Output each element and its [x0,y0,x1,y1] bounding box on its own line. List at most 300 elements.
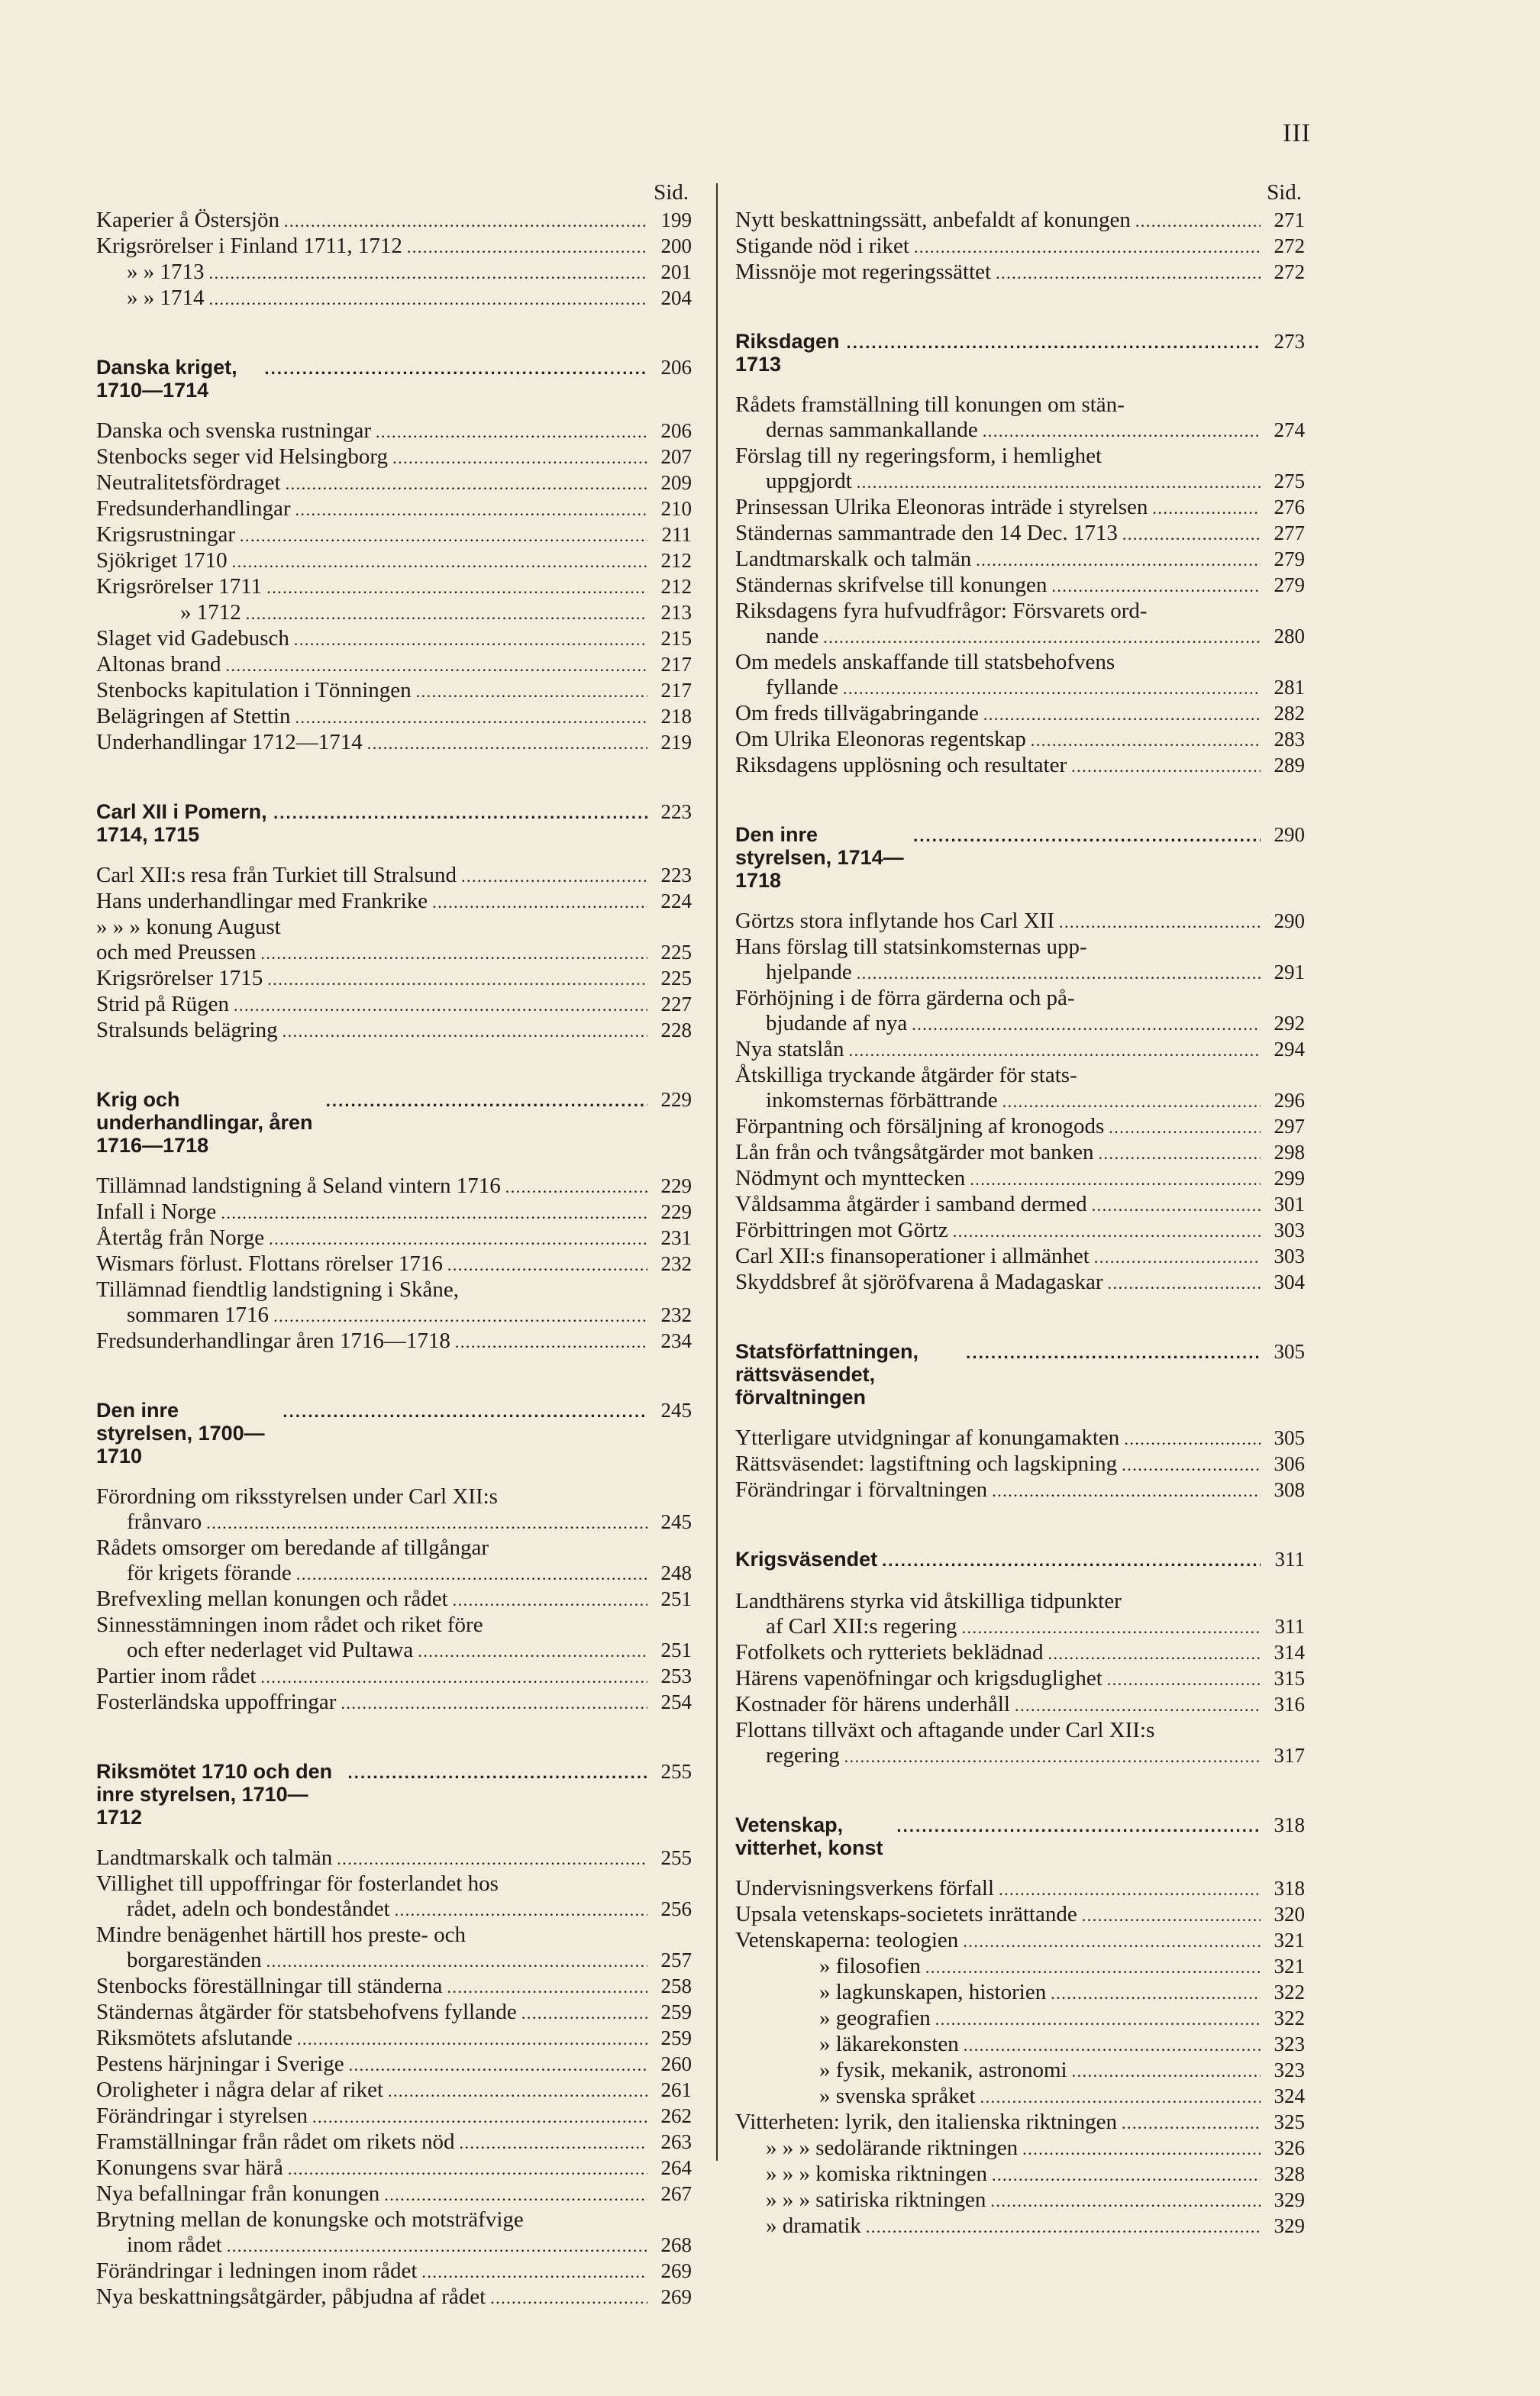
entry-text: Kaperier å Östersjön [96,208,279,232]
entry-text: Förbittringen mot Görtz [735,1218,948,1242]
toc-entry[interactable] [96,652,692,678]
toc-entry[interactable] [96,2285,692,2310]
entry-text: Danska och svenska rustningar [96,418,371,443]
entry-text: Stenbocks kapitulation i Tönningen [96,678,412,702]
entry-page-number: 232 [660,1252,692,1275]
toc-entry[interactable] [735,753,1305,779]
entry-page-number: 251 [660,1639,692,1661]
toc-entry[interactable] [96,1535,692,1561]
section-page-number: 245 [660,1399,692,1422]
toc-entry[interactable] [735,1589,1305,1614]
entry-text: Tillämnad landstigning å Seland vintern 1716 [96,1174,501,1198]
dot-leader [1022,2136,1261,2162]
entry-page-number: 255 [660,1846,692,1869]
entry-page-number: 225 [660,967,692,990]
entry-page-number: 321 [1274,1955,1305,1978]
dot-leader [455,1329,647,1355]
toc-entry[interactable] [96,2052,692,2078]
entry-page-number: 297 [1274,1115,1305,1138]
dot-leader [999,1876,1261,1902]
entry-text: Flottans tillväxt och aftagande under Carl XII:s [735,1718,1155,1742]
dot-leader [246,600,647,626]
entry-text: sommaren 1716 [127,1303,270,1327]
toc-entry[interactable] [96,1561,692,1587]
entry-text: » » » satiriska riktningen [766,2188,986,2212]
entry-text: Pestens härjningar i Sverige [96,2052,344,2076]
entry-page-number: 200 [660,234,692,257]
toc-entry[interactable] [735,1426,1305,1451]
entry-page-number: 315 [1274,1667,1305,1690]
toc-entry[interactable] [735,1666,1305,1692]
toc-section [735,208,1305,286]
entry-text: Om freds tillvägabringande [735,701,979,725]
entry-text: Konungens svar härå [96,2155,283,2180]
toc-entry[interactable] [96,1174,692,1200]
dot-leader [505,1174,647,1200]
entry-page-number: 299 [1274,1167,1305,1190]
entry-page-number: 258 [660,1975,692,1997]
toc-entry[interactable] [96,522,692,548]
dot-leader [209,286,648,312]
toc-entry[interactable] [96,1251,692,1277]
entry-text: Fredsunderhandlingar [96,496,291,521]
entry-text: » » » komiska riktningen [766,2162,987,2186]
toc-entry[interactable] [96,286,692,312]
toc-entry[interactable] [96,2026,692,2052]
toc-entry[interactable] [96,234,692,260]
dot-leader [912,1011,1261,1037]
toc-entry[interactable] [735,986,1305,1011]
entry-text: Riksmötets afslutande [96,2026,292,2050]
toc-entry[interactable] [735,1954,1305,1980]
toc-entry[interactable] [96,260,692,286]
entry-text: inkomsternas förbättrande [766,1088,998,1112]
toc-entry[interactable] [96,1690,692,1716]
toc-entry[interactable] [735,208,1305,234]
toc-entry[interactable] [735,1140,1305,1166]
entry-page-number: 316 [1274,1693,1305,1716]
entry-page-number: 324 [1274,2084,1305,2107]
toc-entry[interactable] [735,1244,1305,1270]
toc-entry[interactable] [96,2155,692,2181]
dot-leader [1109,1114,1261,1140]
toc-entry[interactable] [735,260,1305,286]
dot-leader [240,522,647,548]
toc-section [96,1088,692,1355]
toc-entry[interactable] [96,208,692,234]
toc-entry[interactable] [735,675,1305,701]
dot-leader [297,2026,647,2052]
dot-leader [273,800,647,825]
toc-entry[interactable] [735,1218,1305,1244]
toc-entry[interactable] [96,626,692,652]
entry-page-number: 251 [660,1587,692,1610]
entry-text: Neutralitetsfördraget [96,470,281,495]
toc-entry[interactable] [735,2006,1305,2032]
toc-entry[interactable] [735,1614,1305,1640]
entry-text: » lagkunskapen, historien [819,1980,1047,2004]
dot-leader [227,2233,647,2259]
entry-text: Fredsunderhandlingar åren 1716—1718 [96,1329,450,1353]
dot-leader [521,2000,647,2026]
toc-entry[interactable] [735,1692,1305,1718]
toc-entry[interactable] [735,1166,1305,1192]
dot-leader [269,1225,647,1251]
toc-entry[interactable] [96,1225,692,1251]
toc-entry[interactable] [96,1200,692,1225]
section-title [96,356,692,402]
entry-page-number: 210 [660,497,692,520]
entry-text: Framställningar från rådet om rikets nöd [96,2130,455,2154]
toc-entry[interactable] [735,909,1305,935]
toc-entry[interactable] [735,547,1305,573]
entry-text: Rådets omsorger om beredande af tillgångar [96,1535,489,1560]
dot-leader [1098,1140,1261,1166]
entry-page-number: 277 [1274,522,1305,544]
toc-entry[interactable] [96,915,692,940]
toc-entry[interactable] [96,940,692,966]
entry-text: Krigsrörelser i Finland 1711, 1712 [96,234,402,258]
toc-entry[interactable] [96,1303,692,1329]
entry-page-number: 261 [660,2078,692,2101]
toc-entry[interactable] [96,1923,692,1948]
toc-entry[interactable] [735,935,1305,960]
toc-entry[interactable] [96,1587,692,1613]
entry-text: Belägringen af Stettin [96,704,291,728]
toc-entry[interactable] [96,1871,692,1897]
toc-entry[interactable] [735,1063,1305,1088]
toc-entry[interactable] [735,521,1305,547]
toc-entry[interactable] [96,496,692,522]
toc-entry[interactable] [735,444,1305,469]
entry-page-number: 289 [1274,754,1305,777]
toc-entry[interactable] [96,1613,692,1638]
dot-leader [963,1928,1261,1954]
entry-page-number: 314 [1274,1641,1305,1664]
dot-leader [980,2084,1261,2110]
toc-entry[interactable] [735,392,1305,418]
toc-entry[interactable] [96,863,692,889]
entry-text: » » » konung August [96,915,281,939]
dot-leader [964,2032,1261,2058]
entry-page-number: 268 [660,2233,692,2256]
entry-text: hjelpande [766,960,852,984]
entry-text: Stenbocks föreställningar till ständerna [96,1974,443,1998]
entry-text: Nya befallningar från konungen [96,2181,380,2206]
entry-page-number: 329 [1274,2214,1305,2237]
entry-text: Landtmarskalk och talmän [735,547,972,571]
entry-page-number: 271 [1274,208,1305,231]
dot-leader [913,823,1261,848]
entry-page-number: 322 [1274,1981,1305,2004]
toc-entry[interactable] [96,1018,692,1044]
toc-entry[interactable] [735,1743,1305,1769]
entry-page-number: 322 [1274,2007,1305,2029]
toc-entry[interactable] [96,966,692,992]
dot-leader [966,1340,1261,1364]
dot-leader [286,470,647,496]
entry-text: Hans underhandlingar med Frankrike [96,889,428,913]
entry-page-number: 282 [1274,702,1305,725]
toc-entry[interactable] [735,1037,1305,1063]
toc-entry[interactable] [735,1192,1305,1218]
entry-page-number: 317 [1274,1744,1305,1767]
dot-leader [326,1088,647,1112]
toc-entry[interactable] [735,960,1305,986]
dot-leader [260,940,647,966]
dot-leader [983,418,1261,444]
entry-text: » 1712 [180,600,241,625]
dot-leader [1015,1692,1261,1718]
entry-page-number: 234 [660,1329,692,1352]
toc-section [96,356,692,756]
entry-page-number: 219 [660,731,692,754]
dot-leader [953,1218,1261,1244]
toc-entry[interactable] [735,1477,1305,1503]
dot-leader [976,547,1261,573]
toc-entry[interactable] [96,444,692,470]
toc-entry[interactable] [96,1638,692,1664]
toc-entry[interactable] [96,2104,692,2130]
toc-entry[interactable] [735,573,1305,599]
entry-text: Undervisningsverkens förfall [735,1876,995,1900]
toc-entry[interactable] [735,2214,1305,2239]
entry-text: Lån från och tvångsåtgärder mot banken [735,1140,1094,1164]
toc-entry[interactable] [735,418,1305,444]
dot-leader [925,1954,1261,1980]
dot-leader [267,966,647,992]
dot-leader [206,1510,647,1535]
entry-text: Carl XII:s finansoperationer i allmänhet [735,1244,1090,1268]
toc-entry[interactable] [735,2188,1305,2214]
entry-text: Infall i Norge [96,1200,217,1224]
toc-entry[interactable] [735,1451,1305,1477]
dot-leader [961,1614,1261,1640]
dot-leader [1122,521,1261,547]
entry-page-number: 264 [660,2156,692,2179]
section-title [735,1340,1305,1409]
entry-page-number: 253 [660,1665,692,1687]
entry-text: » dramatik [766,2214,861,2238]
entry-text: Nya statslån [735,1037,844,1061]
entry-text: Skyddsbref åt sjöröfvarena å Madagaskar [735,1270,1103,1294]
entry-page-number: 212 [660,549,692,572]
dot-leader [264,356,647,380]
toc-entry[interactable] [735,624,1305,650]
dot-leader [266,1948,647,1974]
entry-page-number: 204 [660,286,692,309]
dot-leader [209,260,648,286]
toc-entry[interactable] [96,1948,692,1974]
toc-entry[interactable] [735,1928,1305,1954]
toc-entry[interactable] [96,678,692,704]
entry-text: Slaget vid Gadebusch [96,626,289,651]
entry-page-number: 298 [1274,1141,1305,1164]
section-title [735,1813,1305,1859]
entry-page-number: 323 [1274,2059,1305,2081]
toc-entry[interactable] [735,1876,1305,1902]
entry-page-number: 269 [660,2259,692,2282]
entry-text: Åtskilliga tryckande åtgärder för stats- [735,1063,1077,1087]
toc-entry[interactable] [735,650,1305,675]
entry-page-number: 225 [660,941,692,964]
toc-entry[interactable] [96,1974,692,2000]
toc-entry[interactable] [96,1664,692,1690]
toc-entry[interactable] [96,2000,692,2026]
dot-leader [367,730,647,756]
page-number: III [1283,119,1311,147]
entry-text: Landtmarskalk och talmän [96,1845,333,1870]
dot-leader [1051,1980,1261,2006]
dot-leader [294,626,647,652]
section-title-text: Den inre styrelsen, 1714—1718 [735,823,904,892]
entry-page-number: 269 [660,2285,692,2308]
toc-section [96,800,692,1044]
toc-entry[interactable] [735,469,1305,495]
entry-text: Förordning om riksstyrelsen under Carl XII:s [96,1484,498,1509]
entry-text: Mindre benägenhet härtill hos preste- och [96,1923,466,1947]
entry-page-number: 209 [660,471,692,494]
toc-entry[interactable] [735,1980,1305,2006]
toc-entry[interactable] [735,701,1305,727]
entry-text: Nytt beskattningssätt, anbefaldt af konungen [735,208,1131,232]
entry-text: Riksdagens fyra hufvudfrågor: Försvarets ord- [735,599,1148,623]
entry-text: Landthärens styrka vid åtskilliga tidpunkter [735,1589,1122,1613]
dot-leader [866,2214,1261,2239]
toc-entry[interactable] [96,600,692,626]
entry-page-number: 215 [660,627,692,650]
toc-section [735,1813,1305,2239]
toc-entry[interactable] [735,1718,1305,1743]
entry-page-number: 279 [1274,573,1305,596]
dot-leader [1071,753,1261,779]
toc-entry[interactable] [96,1277,692,1303]
dot-leader [295,704,648,730]
dot-leader [1051,573,1261,599]
toc-entry[interactable] [96,2130,692,2155]
dot-leader [1124,1426,1261,1451]
dot-leader [461,863,647,889]
toc-entry[interactable] [96,992,692,1018]
entry-page-number: 279 [1274,547,1305,570]
section-title-text: Krigsväsendet [735,1548,878,1571]
toc-entry[interactable] [96,1845,692,1871]
entry-text: Villighet till uppoffringar för fosterlandet hos [96,1871,499,1896]
entry-page-number: 320 [1274,1903,1305,1926]
toc-entry[interactable] [735,727,1305,753]
dot-leader [1122,2110,1261,2136]
toc-entry[interactable] [96,730,692,756]
toc-entry[interactable] [96,2181,692,2207]
entry-text: Fosterländska uppoffringar [96,1690,337,1714]
toc-entry[interactable] [735,234,1305,260]
toc-entry[interactable] [735,1270,1305,1296]
toc-section [735,330,1305,779]
entry-page-number: 254 [660,1690,692,1713]
entry-page-number: 207 [660,445,692,468]
entry-text: Sinnesstämningen inom rådet och riket före [96,1613,483,1637]
toc-entry[interactable] [735,1640,1305,1666]
toc-entry[interactable] [735,2162,1305,2188]
toc-entry[interactable] [96,1484,692,1510]
entry-page-number: 325 [1274,2110,1305,2133]
toc-entry[interactable] [735,1011,1305,1037]
dot-leader [857,469,1261,495]
toc-section [96,1399,692,1716]
toc-entry[interactable] [735,495,1305,521]
entry-page-number: 248 [660,1561,692,1584]
dot-leader [221,1200,647,1225]
toc-entry[interactable] [96,2078,692,2104]
entry-text: Görtzs stora inflytande hos Carl XII [735,909,1054,933]
dot-leader [341,1690,647,1716]
toc-entry[interactable] [96,1897,692,1923]
entry-page-number: 259 [660,2026,692,2049]
entry-text: dernas sammankallande [766,418,978,442]
entry-text: Om Ulrika Eleonoras regentskap [735,727,1026,751]
toc-section [735,1548,1305,1769]
section-title-text: Riksdagen 1713 [735,330,840,376]
entry-page-number: 303 [1274,1245,1305,1267]
entry-text: Ständernas åtgärder för statsbehofvens fyllande [96,2000,517,2024]
entry-text: bjudande af nya [766,1011,908,1035]
entry-page-number: 321 [1274,1929,1305,1952]
toc-entry[interactable] [735,1088,1305,1114]
toc-entry[interactable] [96,1329,692,1355]
toc-entry[interactable] [96,574,692,600]
dot-leader [282,1399,647,1423]
toc-entry[interactable] [96,2207,692,2233]
entry-text: Missnöje mot regeringssättet [735,260,992,284]
section-title-text: Carl XII i Pomern, 1714, 1715 [96,800,267,846]
entry-page-number: 223 [660,864,692,886]
toc-entry[interactable] [96,1510,692,1535]
entry-text: Nya beskattningsåtgärder, påbjudna af rådet [96,2285,486,2309]
toc-entry[interactable] [96,470,692,496]
right-column [735,177,1305,2239]
section-title-text: Statsförfattningen, rättsväsendet, förvaltningen [735,1340,919,1409]
toc-entry[interactable] [735,599,1305,624]
entry-page-number: 263 [660,2130,692,2153]
toc-entry[interactable] [735,2110,1305,2136]
toc-entry[interactable] [735,2136,1305,2162]
section-page-number: 318 [1274,1813,1305,1836]
section-title [96,1760,692,1829]
toc-entry[interactable] [96,2259,692,2285]
entry-page-number: 257 [660,1949,692,1971]
entry-page-number: 227 [660,993,692,1016]
dot-leader [1031,727,1261,753]
entry-page-number: 328 [1274,2162,1305,2185]
entry-text: och efter nederlaget vid Pultawa [127,1638,414,1662]
toc-entry[interactable] [735,2058,1305,2084]
toc-entry[interactable] [735,1902,1305,1928]
toc-entry[interactable] [735,2084,1305,2110]
dot-leader [232,548,647,574]
entry-text: Ytterligare utvidgningar af konungamakten [735,1426,1120,1450]
section-title [735,330,1305,376]
toc-entry[interactable] [96,2233,692,2259]
dot-leader [295,496,648,522]
toc-entry[interactable] [96,548,692,574]
section-page-number: 206 [660,356,692,379]
toc-entry[interactable] [96,418,692,444]
toc-entry[interactable] [96,889,692,915]
toc-entry[interactable] [96,704,692,730]
entry-page-number: 304 [1274,1271,1305,1293]
toc-entry[interactable] [735,1114,1305,1140]
toc-entry[interactable] [735,2032,1305,2058]
